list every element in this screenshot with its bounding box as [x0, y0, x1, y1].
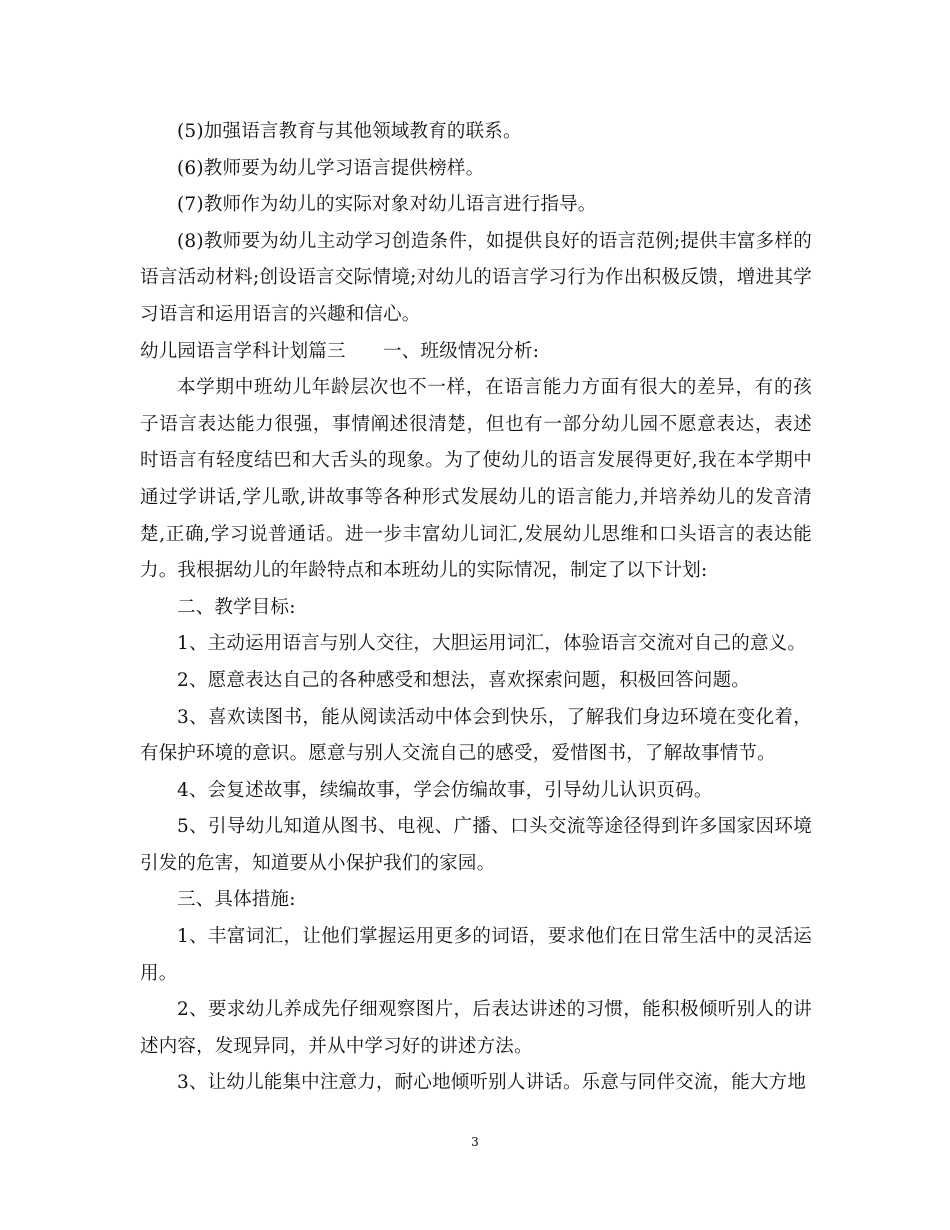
section-heading: 二、教学目标: [177, 596, 296, 618]
list-item: 1、主动运用语言与别人交往，大胆运用词汇，体验语言交流对自己的意义。 [177, 633, 807, 655]
section-heading: 幼儿园语言学科计划篇三 一、班级情况分析: [140, 340, 540, 362]
list-item: 2、要求幼儿养成先仔细观察图片，后表达讲述的习惯，能积极倾听别人的讲述内容，发现异同，并从中学习好的讲述方法。 [140, 999, 812, 1057]
section-heading: 三、具体措施: [177, 889, 296, 911]
list-item: 2、愿意表达自己的各种感受和想法，喜欢探索问题，积极回答问题。 [177, 669, 750, 691]
list-item: 1、丰富词汇，让他们掌握运用更多的词语，要求他们在日常生活中的灵活运用。 [140, 926, 812, 984]
list-item: 3、让幼儿能集中注意力，耐心地倾听别人讲话。乐意与同伴交流，能大方地 [177, 1072, 807, 1094]
paragraph: 本学期中班幼儿年龄层次也不一样，在语言能力方面有很大的差异，有的孩子语言表达能力很强，事情阐述很清楚，但也有一部分幼儿园不愿意表达，表述时语言有轻度结巴和大舌头的现象。为了使幼儿的语言发展得更好,我在本学期中通过学讲话,学儿歌,讲故事等各种形式发展幼儿的语言能力,并培养幼儿的发音清楚,正确,学习说普通话。进一步丰富幼儿词汇,发展幼儿思维和口头语言的表达能力。我根据幼儿的年龄特点和本班幼儿的实际情况，制定了以下计划: [140, 377, 812, 582]
page-number: 3 [471, 1135, 479, 1149]
paragraph: (7)教师作为幼儿的实际对象对幼儿语言进行指导。 [177, 194, 597, 216]
list-item: 3、喜欢读图书，能从阅读活动中体会到快乐，了解我们身边环境在变化着，有保护环境的意识。愿意与别人交流自己的感受，爱惜图书，了解故事情节。 [140, 706, 812, 765]
paragraph: (5)加强语言教育与其他领域教育的联系。 [177, 121, 522, 142]
list-item: 5、引导幼儿知道从图书、电视、广播、口头交流等途径得到许多国家因环境引发的危害，知道要从小保护我们的家园。 [140, 816, 812, 874]
list-item: 4、会复述故事，续编故事，学会仿编故事，引导幼儿认识页码。 [177, 779, 713, 801]
paragraph: (6)教师要为幼儿学习语言提供榜样。 [177, 157, 485, 179]
document-body [140, 114, 812, 1102]
paragraph: (8)教师要为幼儿主动学习创造条件，如提供良好的语言范例;提供丰富多样的语言活动材料;创设语言交际情境;对幼儿的语言学习行为作出积极反馈，增进其学习语言和运用语言的兴趣和信心。 [140, 230, 812, 325]
